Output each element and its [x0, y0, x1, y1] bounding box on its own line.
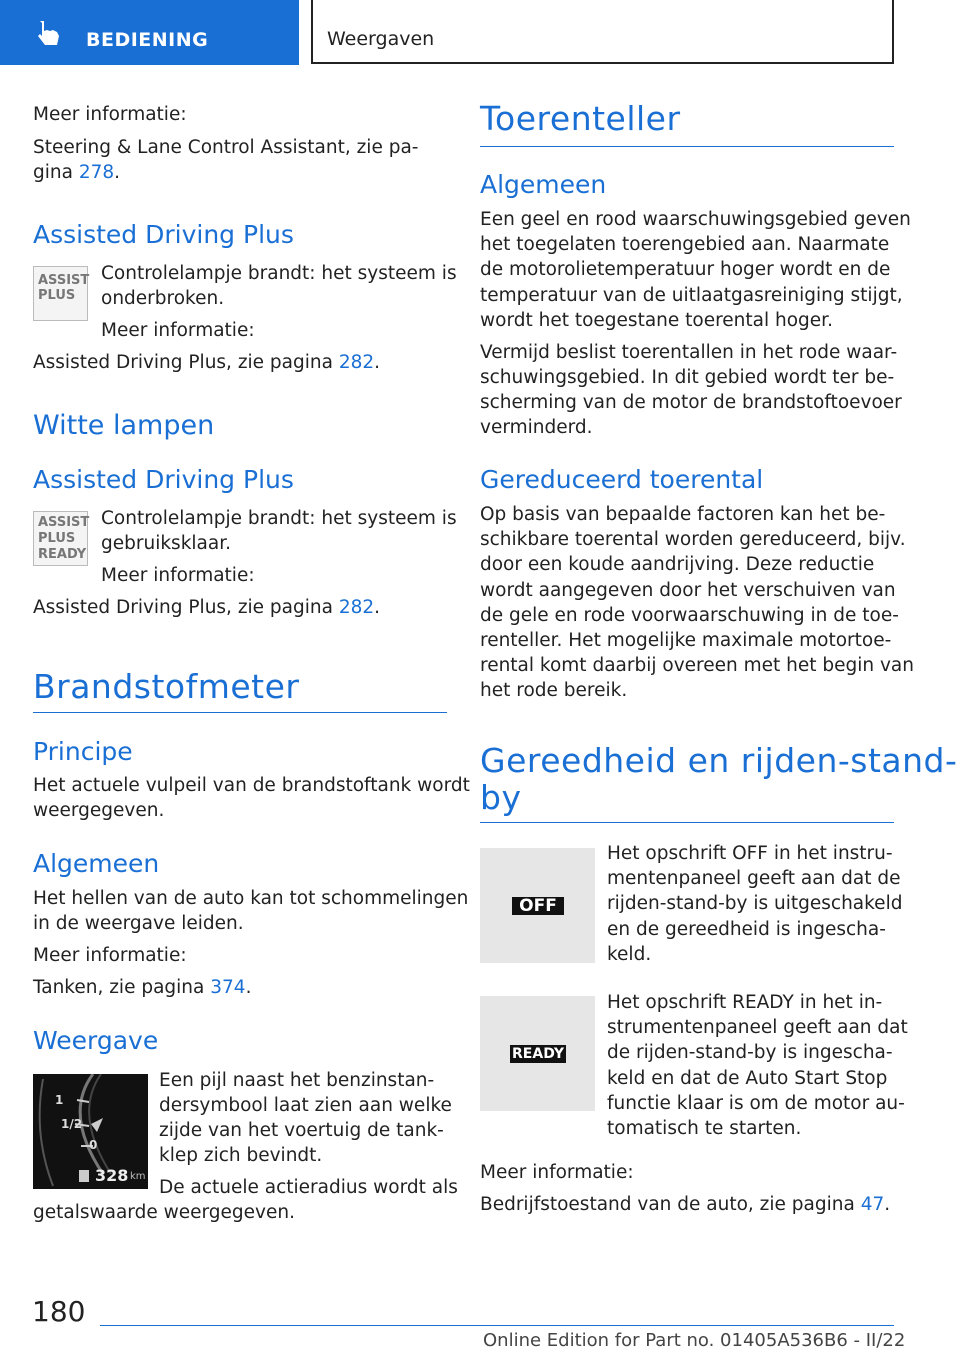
body-text: Het hellen van de auto kan tot schommelingen: [33, 888, 469, 909]
gauge-mark-empty: 0: [89, 1138, 98, 1152]
page-number: 180: [32, 1295, 86, 1328]
heading-rule: [480, 822, 894, 823]
more-info-label: Meer informatie:: [101, 565, 255, 586]
subheading: Gereduceerd toerental: [480, 465, 764, 494]
body-text-line: de motorolietemperatuur hoger wordt en de: [480, 259, 891, 281]
body-text-line: de rijden-stand-by is ingescha-: [607, 1042, 893, 1064]
body-text: Een pijl naast het benzinstan-: [159, 1070, 435, 1091]
subheading: Algemeen: [480, 170, 607, 199]
body-text-line: Op basis van bepaalde factoren kan het be-: [480, 504, 886, 525]
gauge-mark-full: 1: [55, 1093, 64, 1107]
body-text: Assisted Driving Plus, zie pagina 282.: [33, 597, 381, 618]
body-text: in de weergave leiden.: [33, 913, 244, 934]
section-heading: by: [480, 778, 522, 817]
chapter-title: Weergaven: [327, 28, 435, 50]
body-text-line: wordt aangegeven door het verschuiven van: [480, 579, 896, 601]
more-info-label: Meer informatie:: [480, 1162, 634, 1183]
subheading: Weergave: [33, 1026, 159, 1055]
subheading: Assisted Driving Plus: [33, 465, 294, 494]
footer-rule: [100, 1325, 894, 1326]
page-link[interactable]: 278: [78, 162, 115, 183]
body-text: Tanken, zie pagina 374.: [33, 977, 252, 998]
more-info-label: Meer informatie:: [101, 320, 255, 341]
body-text-line: strumentenpaneel geeft aan dat: [607, 1017, 908, 1039]
page-link[interactable]: 282: [338, 352, 375, 373]
body-text-line: rijden-stand-by is uitgeschakeld: [607, 893, 903, 915]
body-text-line: keld.: [607, 943, 652, 965]
pointing-hand-icon: [34, 18, 64, 48]
edition-note: Online Edition for Part no. 01405A536B6 - II/22: [483, 1330, 906, 1351]
body-text-line: Het opschrift OFF in het instru-: [607, 843, 893, 864]
body-text-line: functie klaar is om de motor au-: [607, 1092, 905, 1114]
ready-indicator-image: [480, 996, 595, 1111]
heading-rule: [480, 146, 894, 147]
body-text-line: tomatisch te starten.: [607, 1118, 802, 1139]
body-text: getalswaarde weergegeven.: [33, 1202, 295, 1223]
subheading: Assisted Driving Plus: [33, 220, 294, 249]
assist-plus-icon: [33, 266, 88, 321]
section-label: BEDIENING: [86, 29, 209, 51]
body-text: klep zich bevindt.: [159, 1145, 323, 1166]
section-heading: Gereedheid en rijden-stand-: [480, 741, 958, 780]
more-info-label: Meer informatie:: [33, 104, 187, 125]
gauge-mark-half: 1/2: [61, 1117, 83, 1131]
body-text: Het actuele vulpeil van de brandstoftank wordt: [33, 775, 470, 796]
body-text-line: renteller. Het mogelijke maximale motortoe-: [480, 630, 892, 651]
body-text-line: het rode bereik.: [480, 680, 628, 702]
body-text-line: het toegelaten toerengebied aan. Naarmate: [480, 234, 890, 256]
section-heading: Brandstofmeter: [33, 667, 300, 706]
more-info-label: Meer informatie:: [33, 945, 187, 966]
icon-label: ASSIST PLUS: [38, 273, 90, 303]
icon-label: ASSIST PLUS READY: [38, 515, 90, 562]
subheading: Principe: [33, 737, 133, 766]
assist-plus-ready-icon: [33, 511, 88, 566]
off-badge: OFF: [512, 897, 564, 915]
body-text: Controlelampje brandt: het systeem is: [101, 508, 457, 529]
body-text-line: en de gereedheid is ingescha-: [607, 918, 886, 940]
page-link[interactable]: 282: [338, 597, 375, 618]
body-text-line: schuwingsgebied. In dit gebied wordt ter be-: [480, 367, 895, 388]
section-heading: Toerenteller: [480, 99, 681, 138]
body-text-line: temperatuur van de uitlaatgasreiniging stijgt,: [480, 284, 903, 306]
ready-badge: READY: [510, 1045, 566, 1063]
body-text: Assisted Driving Plus, zie pagina 282.: [33, 352, 381, 373]
body-text: Controlelampje brandt: het systeem is: [101, 263, 457, 284]
page-link[interactable]: 47: [860, 1194, 885, 1215]
range-unit: km: [130, 1171, 146, 1182]
body-text: De actuele actieradius wordt als: [159, 1177, 458, 1198]
section-tab: [0, 0, 299, 65]
body-text-line: door een koude aandrijving. Deze reductie: [480, 554, 875, 576]
fuel-gauge-image: [33, 1074, 148, 1189]
subheading: Witte lampen: [33, 410, 215, 441]
body-text: gina 278.: [33, 162, 121, 183]
body-text: gebruiksklaar.: [101, 533, 232, 554]
body-text: Bedrijfstoestand van de auto, zie pagina 47.: [480, 1194, 891, 1215]
body-text-line: keld en dat de Auto Start Stop: [607, 1067, 888, 1089]
body-text-line: mentenpaneel geeft aan dat de: [607, 868, 901, 890]
body-text: weergegeven.: [33, 800, 165, 821]
body-text-line: scherming van de motor de brandstoftoevoer: [480, 392, 902, 413]
subheading: Algemeen: [33, 849, 160, 878]
range-value: 328: [95, 1166, 129, 1185]
body-text-line: wordt het toegestane toerental hoger.: [480, 309, 833, 331]
heading-rule: [33, 712, 447, 713]
body-text-line: Vermijd beslist toerentallen in het rode waar-: [480, 342, 898, 363]
body-text-line: Het opschrift READY in het in-: [607, 992, 883, 1013]
body-text: onderbroken.: [101, 288, 225, 309]
chapter-header: [311, 0, 894, 64]
body-text: zijde van het voertuig de tank-: [159, 1120, 444, 1141]
body-text-line: schikbare toerental worden gereduceerd, bijv.: [480, 529, 906, 551]
body-text-line: de gele en rode voorwaarschuwing in de toe-: [480, 604, 899, 626]
body-text-line: rental komt daarbij overeen met het begin van: [480, 655, 914, 677]
body-text-line: verminderd.: [480, 417, 593, 438]
page-link[interactable]: 374: [210, 977, 246, 998]
body-text: dersymbool laat zien aan welke: [159, 1095, 452, 1116]
body-text: Steering & Lane Control Assistant, zie pa-: [33, 137, 419, 158]
off-indicator-image: [480, 848, 595, 963]
body-text-line: Een geel en rood waarschuwingsgebied geven: [480, 209, 911, 230]
